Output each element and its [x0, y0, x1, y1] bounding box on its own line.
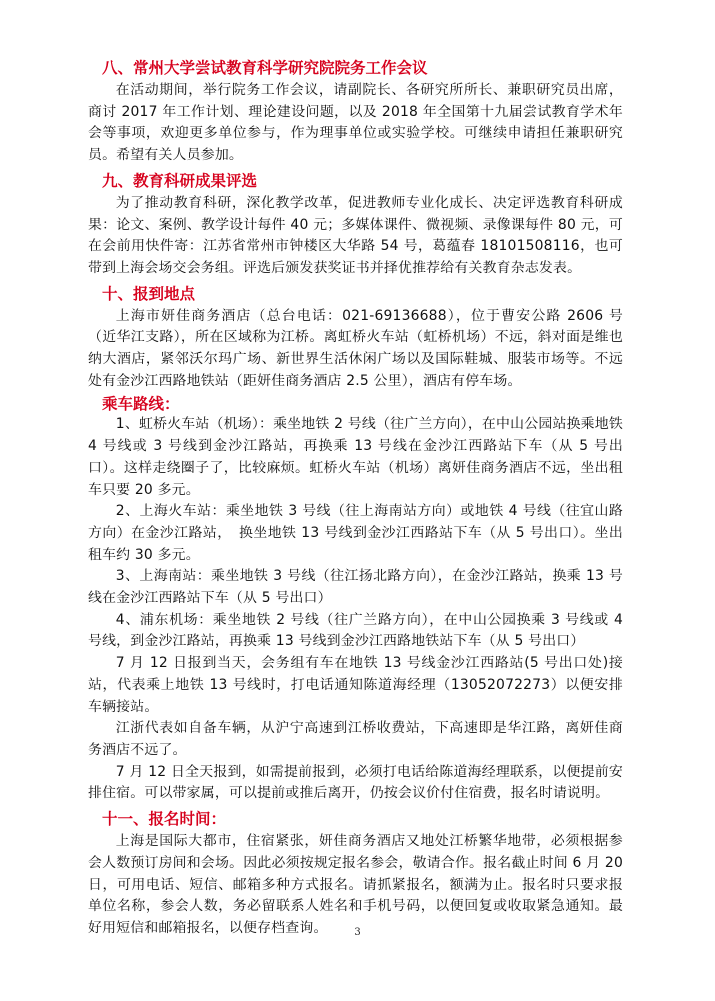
section-heading: 十、报到地点 [102, 284, 196, 303]
section-paragraph: 上海是国际大都市，住宿紧张，妍佳商务酒店又地处江桥繁华地带，必须根据参会人数预订房间和会场。因此必须按规定报名参会，敬请合作。报名截止时间 6 月 20 日，可用电话、短信、邮箱多种方式报名。请抓紧报名，额满为止。报名时只要求报单位名称，参会人数，务必留联系人姓名和手机号码，以便回复或收取紧急通知。最好用短信和邮箱报名，以便存档查询。 [88, 833, 623, 936]
section-paragraph: 为了推动教育科研，深化教学改革，促进教师专业化成长、决定评选教育科研成果：论文、案例、教学设计每件 40 元；多媒体课件、微视频、录像课每件 80 元，可在会前用快件寄：江苏省常州市钟楼区大华路 54 号，葛蕴春 18101508116，也可带到上海会场交会务组。评选后颁发获奖证书并择优推荐给有关教育杂志发表。 [88, 194, 623, 276]
route-heading: 乘车路线： [102, 395, 180, 414]
route-paragraph: 江浙代表如自备车辆，从沪宁高速到江桥收费站，下高速即是华江路，离妍佳商务酒店不远了。 [88, 720, 623, 758]
route-paragraph: 2、上海火车站：乘坐地铁 3 号线（往上海南站方向）或地铁 4 号线（往宜山路方向）在金沙江路站， 换坐地铁 13 号线到金沙江西路站下车（从 5 号出口）。坐出租车约 30 多元。 [88, 503, 623, 563]
section-11 [88, 809, 623, 940]
route-paragraph: 1、虹桥火车站（机场）：乘坐地铁 2 号线（往广兰方向），在中山公园站换乘地铁 4 号线或 3 号线到金沙江路站，再换乘 13 号线在金沙江西路站下车（从 5 号出口）。这样走绕圈子了，比较麻烦。虹桥火车站（机场）离妍佳商务酒店不远，坐出租车只要 20 多元。 [88, 416, 623, 498]
section-paragraph: 在活动期间，举行院务工作会议，请副院长、各研究所所长、兼职研究员出席，商讨 2017 年工作计划、理论建设问题，以及 2018 年全国第十九届尝试教育学术年会等事项，欢迎更多单位参与，作为理事单位或实验学校。可继续申请担任兼职研究员。希望有关人员参加。 [88, 82, 623, 164]
route-paragraph: 4、浦东机场：乘坐地铁 2 号线（往广兰路方向），在中山公园换乘 3 号线或 4 号线，到金沙江路站，再换乘 13 号线到金沙江西路地铁站下车（从 5 号出口） [88, 611, 623, 650]
page-number: 3 [354, 927, 361, 938]
route-paragraph: 7 月 12 日报到当天，会务组有车在地铁 13 号线金沙江西路站(5 号出口处)接站，代表乘上地铁 13 号线时，打电话通知陈道海经理（13052072273）以便安排车辆接站。 [88, 655, 623, 715]
section-heading: 九、教育科研成果评选 [102, 171, 258, 190]
section-heading: 十一、报名时间： [102, 810, 227, 829]
section-8 [88, 58, 623, 167]
section-paragraph: 上海市妍佳商务酒店（总台电话：021-69136688），位于曹安公路 2606 号（近华江支路），所在区域称为江桥。离虹桥火车站（虹桥机场）不远，斜对面是维也纳大酒店，紧邻沃尔玛广场、新世界生活休闲广场以及国际鞋城、服装市场等。不远处有金沙江西路地铁站（距妍佳商务酒店 2.5 公里），酒店有停车场。 [88, 307, 623, 389]
section-10 [88, 284, 623, 805]
route-paragraph: 7 月 12 日全天报到，如需提前报到，必须打电话给陈道海经理联系，以便提前安排住宿。可以带家属，可以提前或推后离开，仍按会议价付住宿费，报名时请说明。 [88, 763, 623, 802]
section-heading: 八、常州大学尝试教育科学研究院院务工作会议 [102, 59, 428, 77]
route-paragraph: 3、上海南站：乘坐地铁 3 号线（往江扬北路方向），在金沙江路站，换乘 13 号线在金沙江西路站下车（从 5 号出口） [88, 568, 623, 607]
section-9 [88, 171, 623, 280]
